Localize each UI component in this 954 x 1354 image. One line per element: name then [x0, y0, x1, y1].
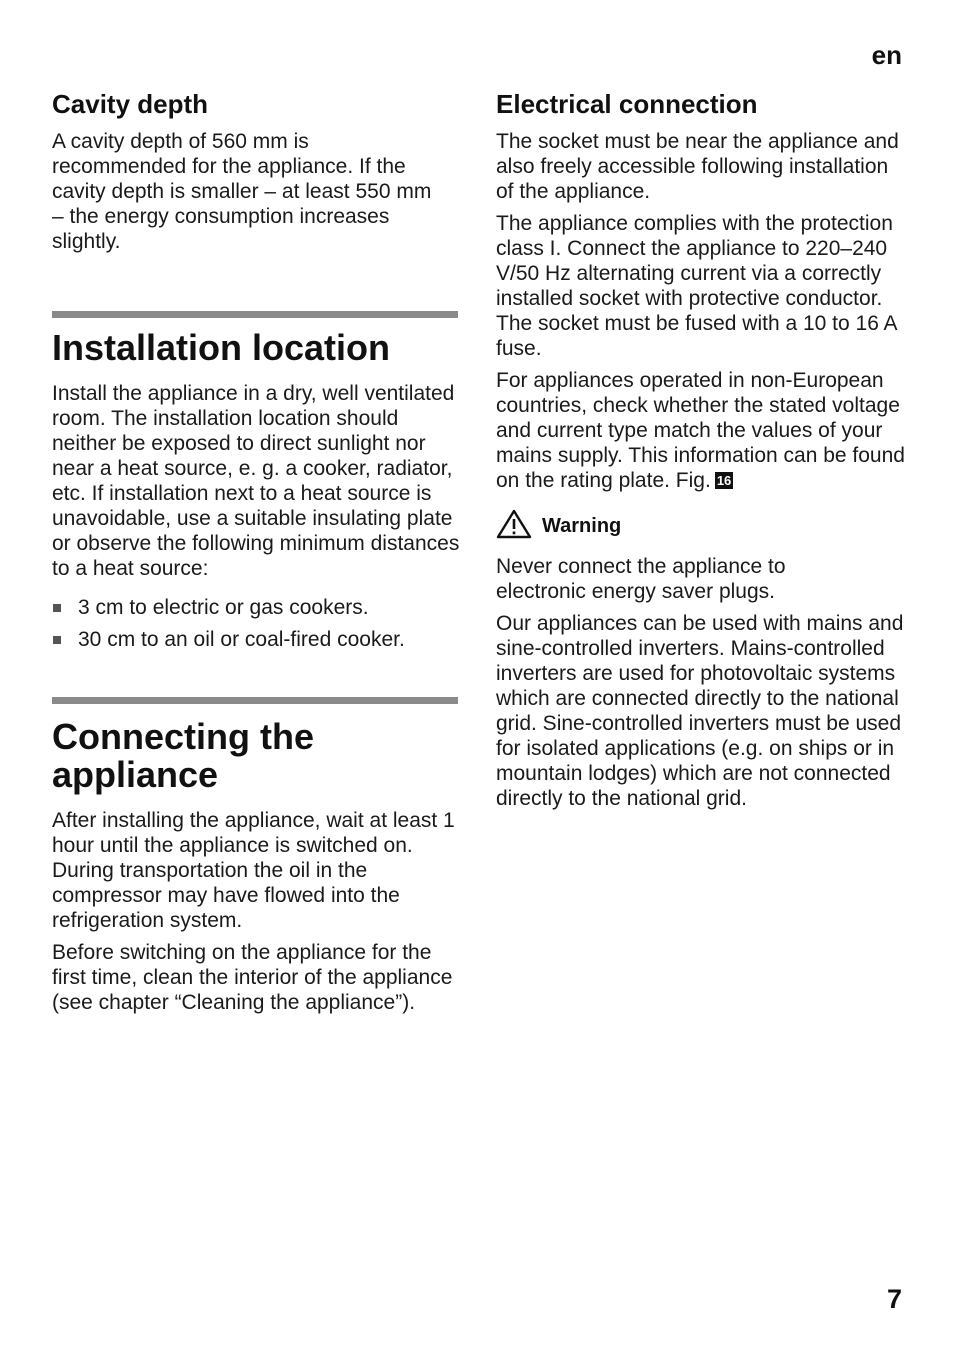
electrical-connection-text-3: For appliances operated in non-European countries, check whether the stated voltage and current type match the values of your mains supply. This information can be found on the rating plate. Fig. 16 — [496, 369, 905, 492]
square-bullet-icon — [53, 636, 61, 644]
distance-list — [52, 595, 462, 652]
left-column — [52, 0, 462, 1022]
installation-location-heading: Installation location — [52, 327, 391, 368]
connecting-appliance-text-1: After installing the appliance, wait at least 1 hour until the appliance is switched on. During transportation the oil in the compressor may have flowed into the refrigeration system. — [52, 809, 455, 932]
connecting-appliance-text-2: Before switching on the appliance for the first time, clean the interior of the appliance (see chapter “Cleaning the appliance”). — [52, 941, 453, 1014]
electrical-connection-text-1: The socket must be near the appliance and also freely accessible following installation of the appliance. — [496, 130, 899, 203]
language-code: en — [871, 40, 902, 70]
warning-text: Never connect the appliance to electronic energy saver plugs. — [496, 555, 786, 603]
list-item: 3 cm to electric or gas cookers. — [52, 595, 462, 620]
connecting-appliance-heading: Connecting the appliance — [52, 716, 314, 795]
section-divider — [52, 311, 458, 318]
list-item: 30 cm to an oil or coal-fired cooker. — [52, 627, 462, 652]
warning-triangle-icon — [496, 509, 532, 544]
section-divider — [52, 697, 458, 704]
cavity-depth-text: A cavity depth of 560 mm is recommended for the appliance. If the cavity depth is smaller – at least 550 mm – the energy consumption increases slightly. — [52, 130, 432, 253]
electrical-connection-text-2: The appliance complies with the protection class I. Connect the appliance to 220–240 V/50 Hz alternating current via a correctly installed socket with protective conductor. The socket must be fused with a 10 to 16 A fuse. — [496, 212, 897, 360]
figure-reference: 16 — [716, 473, 732, 488]
cavity-depth-heading: Cavity depth — [52, 89, 209, 119]
installation-location-text: Install the appliance in a dry, well ventilated room. The installation location should neither be exposed to direct sunlight nor near a heat source, e. g. a cooker, radiator, etc. If installation next to a heat source is unavoidable, use a suitable insulating plate or observe the following minimum distances to a heat source: — [52, 382, 460, 580]
warning-label: Warning — [542, 515, 622, 537]
right-column — [496, 0, 906, 818]
inverter-text: Our appliances can be used with mains and sine-controlled inverters. Mains-controlled inverters are used for photovoltaic systems which are connected directly to the national grid. Sine-controlled inverters must be used for isolated applications (e.g. on ships or in mountain lodges) which are not connected directly to the national grid. — [496, 612, 904, 810]
warning-header — [496, 509, 906, 544]
page-number: 7 — [886, 1284, 902, 1314]
electrical-connection-heading: Electrical connection — [496, 89, 758, 119]
square-bullet-icon — [53, 604, 61, 612]
